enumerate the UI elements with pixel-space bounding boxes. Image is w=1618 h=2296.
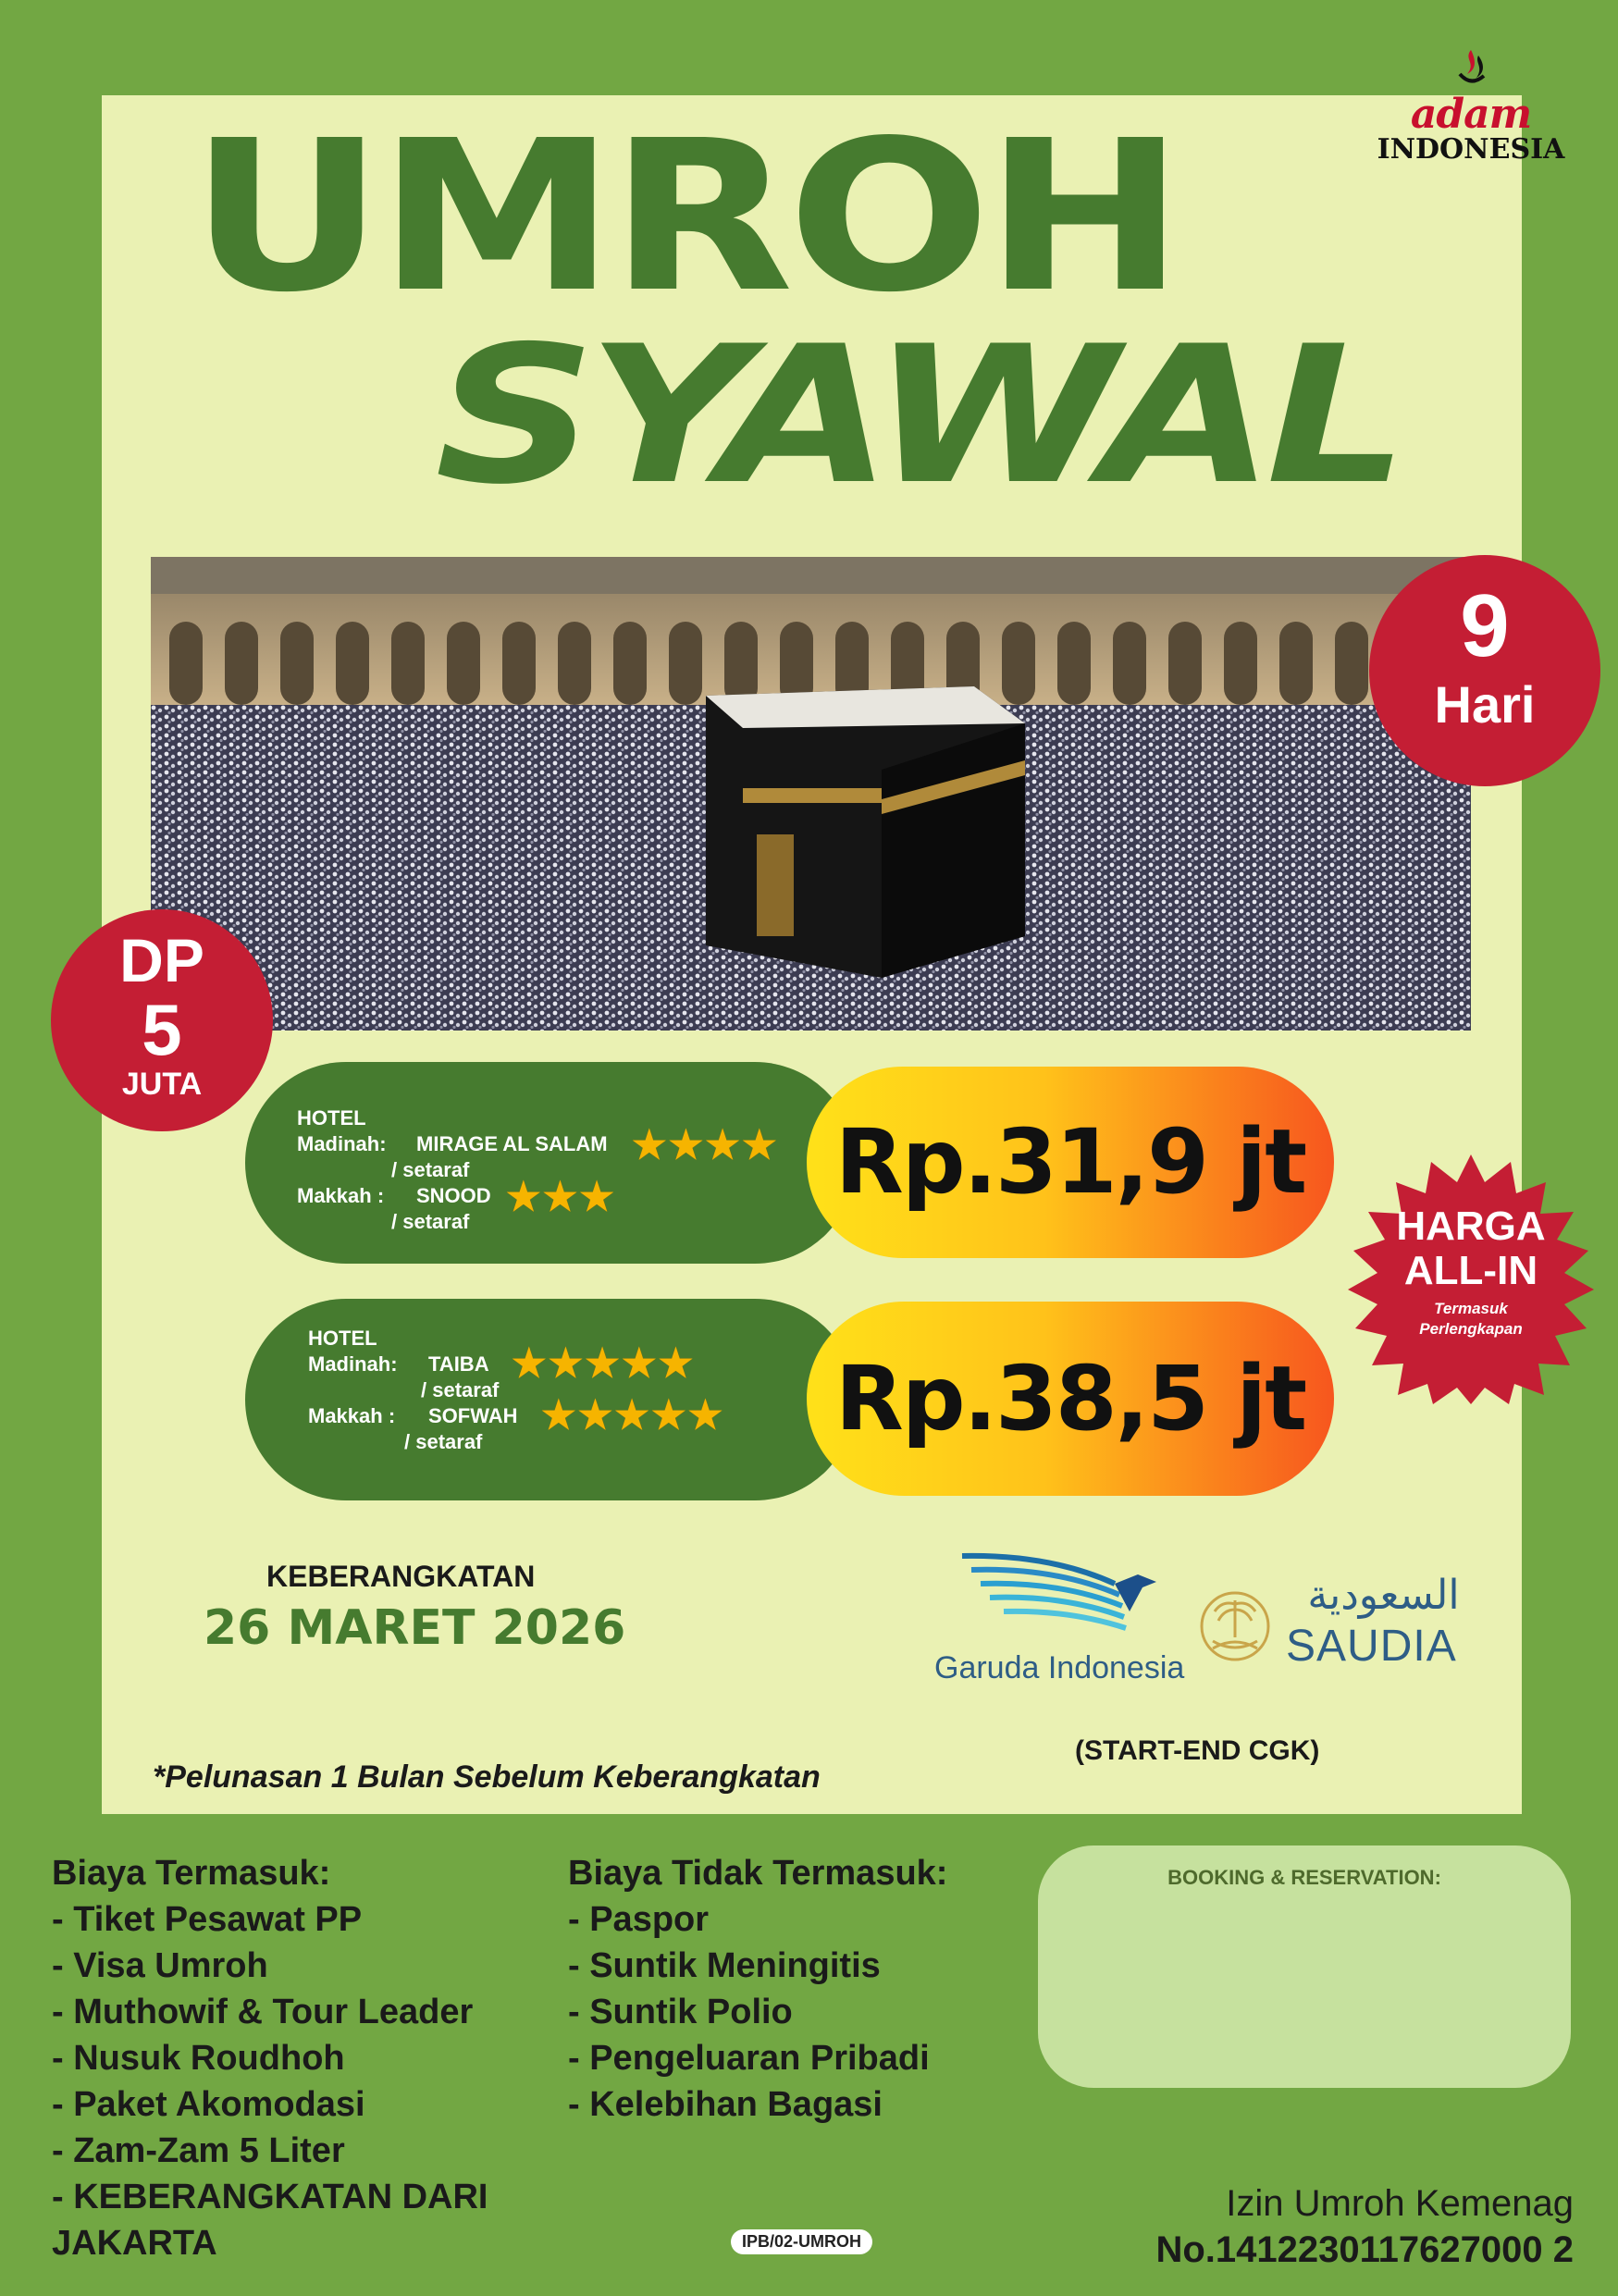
dp-unit: JUTA [121, 1067, 203, 1102]
flame-icon [1443, 46, 1499, 91]
garuda-logo [930, 1547, 1185, 1695]
list-item: - Muthowif & Tour Leader [52, 1993, 474, 2031]
package-2-madinah-stars: ★★★★★ [512, 1341, 696, 1385]
duration-unit: Hari [1434, 675, 1536, 734]
title-umroh: UMROH [190, 96, 1179, 339]
package-1-hotels [245, 1062, 856, 1264]
excluded-heading: Biaya Tidak Termasuk: [568, 1854, 948, 1893]
package-2-makkah-label: Makkah : [308, 1404, 396, 1427]
package-2-madinah-note: / setaraf [421, 1378, 500, 1401]
package-1-madinah-note: / setaraf [391, 1158, 470, 1181]
saudia-arabic: السعودية [1307, 1572, 1460, 1619]
package-2-makkah-note: / setaraf [404, 1430, 483, 1453]
package-2-madinah-label: Madinah: [308, 1352, 398, 1376]
license-code: IPB/02-UMROH [731, 2229, 872, 2254]
list-item: - Visa Umroh [52, 1946, 268, 1985]
package-2-makkah-hotel: SOFWAH [428, 1404, 518, 1427]
package-2-madinah-hotel: TAIBA [428, 1352, 489, 1376]
dp-badge [51, 909, 273, 1131]
package-2-price-pill [807, 1302, 1334, 1496]
list-item: - Pengeluaran Pribadi [568, 2039, 930, 2078]
package-1-makkah-label: Makkah : [297, 1184, 385, 1207]
package-2-hotel-label: HOTEL [308, 1327, 377, 1350]
logo-subtitle: INDONESIA [1377, 133, 1565, 166]
license-info [1155, 2180, 1574, 2273]
route-note: (START-END CGK) [1075, 1735, 1320, 1766]
package-1-makkah-stars: ★★★ [506, 1175, 616, 1218]
package-1-makkah-note: / setaraf [391, 1210, 470, 1233]
package-1-hotel-label: HOTEL [297, 1106, 366, 1129]
logo-word: adam [1410, 91, 1532, 138]
list-item: - KEBERANGKATAN DARI JAKARTA [52, 2178, 488, 2263]
harga-line1: HARGA [1396, 1204, 1546, 1249]
booking-label: BOOKING & RESERVATION: [1167, 1866, 1441, 1889]
booking-box [1038, 1845, 1571, 2088]
package-1-makkah-hotel: SNOOD [416, 1184, 491, 1207]
harga-sub2: Perlengkapan [1419, 1320, 1523, 1338]
license-line1: Izin Umroh Kemenag [1226, 2183, 1574, 2224]
included-list [52, 1850, 644, 2266]
palm-swords-icon [1198, 1582, 1272, 1665]
package-2-price: Rp.38,5 jt [834, 1347, 1306, 1450]
list-item: - Nusuk Roudhoh [52, 2039, 345, 2078]
payment-note: *Pelunasan 1 Bulan Sebelum Keberangkatan [153, 1759, 821, 1795]
harga-line2: ALL-IN [1403, 1248, 1538, 1293]
excluded-list [568, 1850, 1031, 2128]
departure-date: 26 MARET 2026 [204, 1600, 626, 1656]
package-1-madinah-hotel: MIRAGE AL SALAM [416, 1132, 608, 1155]
license-line2: No.1412230117627000 2 [1155, 2229, 1574, 2270]
list-item: - Kelebihan Bagasi [568, 2085, 883, 2124]
saudia-name: SAUDIA [1286, 1622, 1457, 1671]
package-1-madinah-label: Madinah: [297, 1132, 387, 1155]
list-item: - Paket Akomodasi [52, 2085, 365, 2124]
brand-logo [1374, 46, 1568, 165]
package-1-madinah-stars: ★★★★ [632, 1123, 779, 1167]
saudia-logo [1198, 1573, 1485, 1674]
dp-label: DP [119, 926, 204, 994]
duration-number: 9 [1460, 576, 1510, 675]
dp-amount: 5 [142, 989, 182, 1070]
harga-sub1: Termasuk [1434, 1300, 1508, 1317]
kaaba-photo [151, 557, 1471, 1031]
list-item: - Suntik Meningitis [568, 1946, 881, 1985]
package-2-hotels [245, 1299, 856, 1500]
package-1-price-pill [807, 1067, 1334, 1258]
list-item: - Zam-Zam 5 Liter [52, 2131, 345, 2170]
garuda-bird-icon [957, 1547, 1180, 1648]
list-item: - Paspor [568, 1900, 710, 1939]
list-item: - Suntik Polio [568, 1993, 793, 2031]
package-2-makkah-stars: ★★★★★ [541, 1393, 725, 1437]
garuda-name: Garuda Indonesia [934, 1650, 1185, 1685]
included-heading: Biaya Termasuk: [52, 1854, 331, 1893]
harga-all-in-badge [1346, 1154, 1596, 1404]
title-syawal: SYAWAL [435, 306, 1401, 526]
list-item: - Tiket Pesawat PP [52, 1900, 363, 1939]
duration-badge [1369, 555, 1600, 786]
departure-label: KEBERANGKATAN [266, 1560, 536, 1593]
package-1-price: Rp.31,9 jt [834, 1110, 1306, 1214]
